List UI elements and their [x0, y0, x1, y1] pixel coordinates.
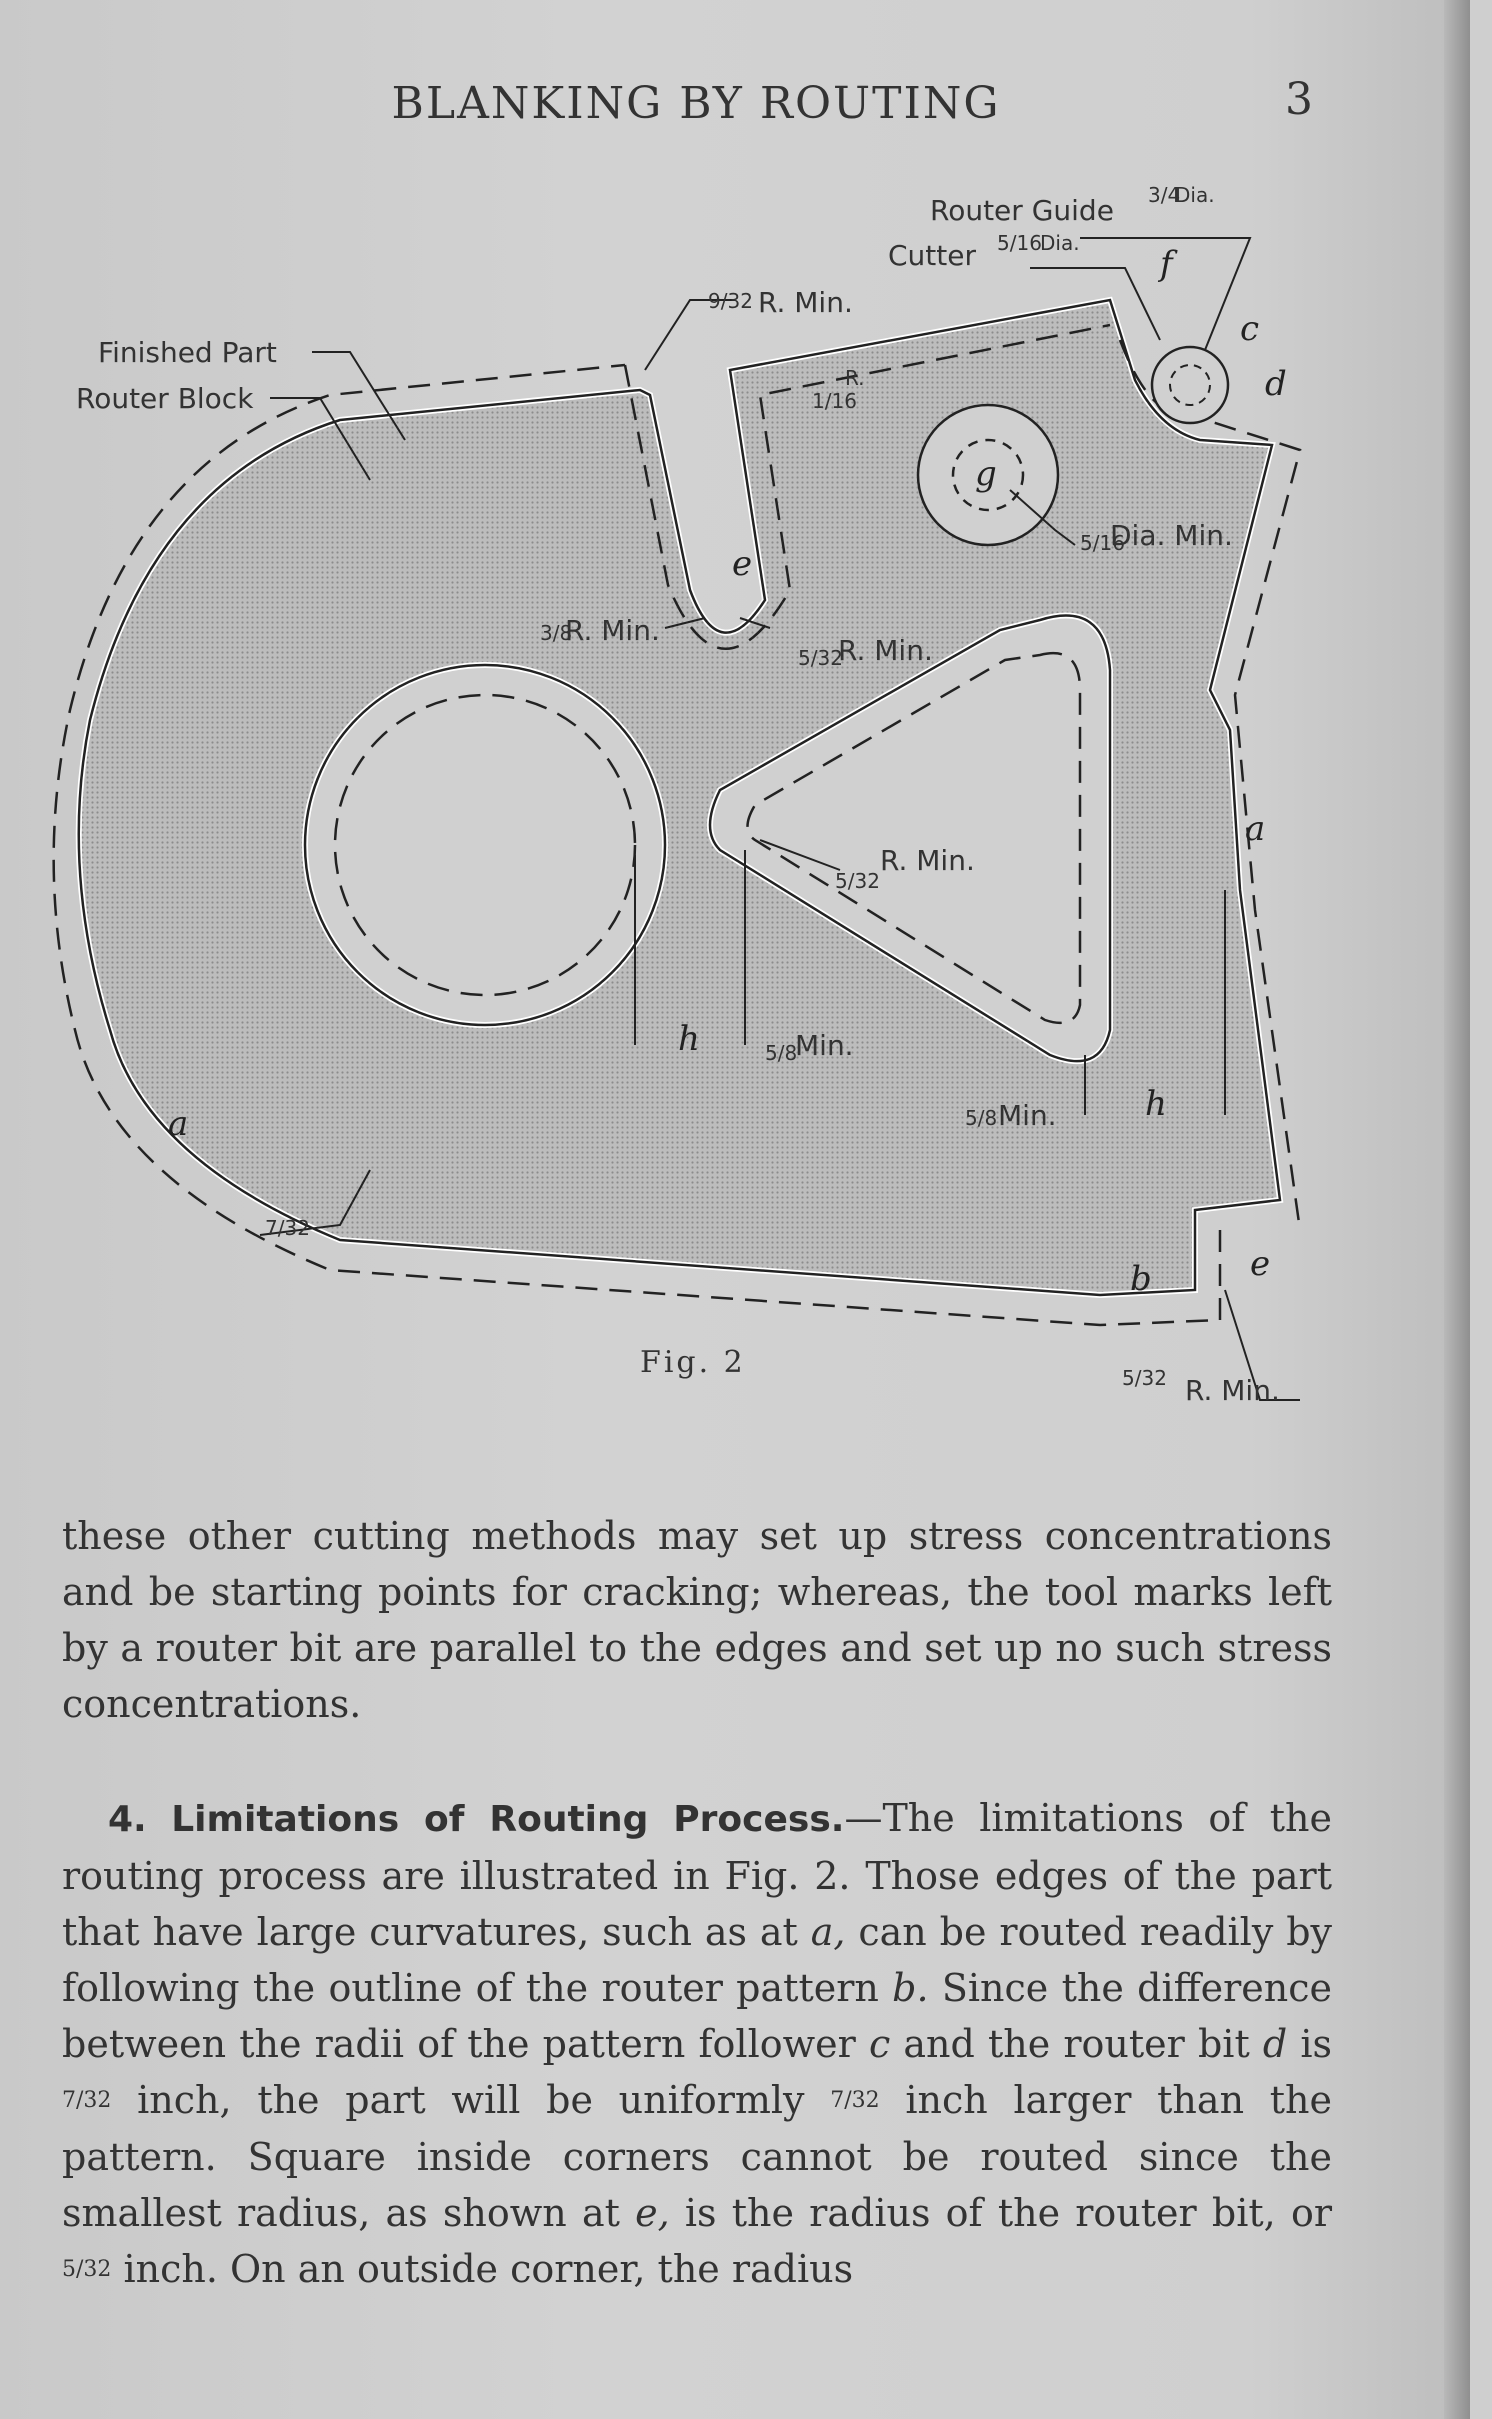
letter-h-left: h: [678, 1019, 700, 1059]
section-frac-1: 7/32: [62, 2088, 112, 2113]
h-left-frac: 5/8: [765, 1041, 798, 1065]
cutter-frac: 5/16: [997, 231, 1042, 255]
section-title: Limitations of Routing Process.: [171, 1799, 845, 1840]
triangle-frac: 5/32: [835, 869, 880, 893]
section-text-16: inch. On an outside corner, the radius: [111, 2247, 854, 2291]
hole-unit: Dia. Min.: [1110, 519, 1233, 552]
router-guide-label: Router Guide: [930, 194, 1114, 227]
letter-h-right: h: [1145, 1084, 1167, 1124]
section-text-3: b.: [892, 1966, 929, 2010]
cutter-label: Cutter: [888, 239, 976, 272]
section-4-paragraph: [62, 1790, 1332, 2298]
section-text-2: can be routed readily by following the outline of the router pattern: [62, 1910, 1333, 2010]
section-text-5: c: [868, 2022, 891, 2066]
letter-e-slot: e: [732, 544, 753, 584]
slot-end-frac: 1/16: [812, 389, 857, 413]
paragraph-1: [62, 1508, 1332, 1732]
letter-a-left: a: [168, 1104, 189, 1144]
letter-f: f: [1160, 244, 1173, 284]
page-edge-shadow: [1444, 0, 1470, 2419]
h-right-unit: Min.: [998, 1099, 1057, 1132]
section-text-13: e,: [635, 2191, 670, 2235]
corner-unit: R. Min.: [1185, 1374, 1280, 1407]
section-text-14: is the radius of the router bit, or: [669, 2191, 1332, 2235]
section-text-0: —The limitations of the routing process are illustrated in Fig. 2. Those edges of the part that have large curvatures, such as at: [62, 1796, 1332, 1954]
page-number: 3: [1285, 74, 1313, 125]
bottom-slot-frac: 3/8: [540, 621, 573, 645]
triangle-unit: R. Min.: [880, 844, 975, 877]
section-frac-3: 5/32: [62, 2257, 112, 2282]
round-hole: [305, 665, 665, 1025]
figure-2: [0, 150, 1400, 1407]
section-text-12: inch larger than the pattern. Square inside corners cannot be routed since the smallest radius, as shown at: [62, 2078, 1332, 2235]
section-text-8: is: [1287, 2022, 1333, 2066]
h-right-frac: 5/8: [965, 1106, 998, 1130]
finished-part-label: Finished Part: [98, 336, 277, 369]
letter-b: b: [1130, 1259, 1152, 1299]
bottom-slot2-unit: R. Min.: [838, 634, 933, 667]
section-text-10: inch, the part will be uniformly: [111, 2078, 831, 2122]
letter-g: g: [975, 454, 997, 494]
h-left-unit: Min.: [795, 1029, 854, 1062]
offset-frac: 7/32: [265, 1216, 310, 1240]
slot-end-unit: R.: [845, 366, 865, 390]
router-block-label: Router Block: [76, 382, 254, 415]
routing-diagram: [0, 150, 1400, 1407]
running-head: BLANKING BY ROUTING: [391, 78, 1001, 129]
bottom-slot2-frac: 5/32: [798, 646, 843, 670]
section-text-6: and the router bit: [890, 2022, 1263, 2066]
slot-radius-unit: R. Min.: [758, 286, 853, 319]
section-text-1: a,: [810, 1910, 846, 1954]
section-text-7: d: [1262, 2022, 1288, 2066]
section-frac-2: 7/32: [830, 2088, 880, 2113]
letter-e-corner: e: [1250, 1244, 1271, 1284]
section-number: 4.: [108, 1799, 147, 1840]
router-guide-frac: 3/4: [1148, 183, 1181, 207]
router-guide-unit: Dia.: [1175, 183, 1215, 207]
router-guide: [1152, 347, 1228, 423]
letter-c: c: [1240, 309, 1260, 349]
slot-radius-frac: 9/32: [708, 289, 753, 313]
cutter-unit: Dia.: [1040, 231, 1080, 255]
section-text-4: Since the difference between the radii of the pattern follower: [62, 1966, 1333, 2066]
corner-frac: 5/32: [1122, 1366, 1167, 1390]
letter-d: d: [1265, 364, 1287, 404]
figure-caption: Fig. 2: [640, 1345, 746, 1380]
section-4: [62, 1790, 1332, 2298]
bottom-slot-unit: R. Min.: [565, 614, 660, 647]
paragraph-1-text: these other cutting methods may set up stress concentrations and be starting points for cracking; whereas, the tool marks left by a router bit are parallel to the edges and set up no such stress concentrations.: [62, 1514, 1332, 1726]
hole-frac: 5/16: [1080, 531, 1125, 555]
letter-a-right: a: [1245, 809, 1266, 849]
